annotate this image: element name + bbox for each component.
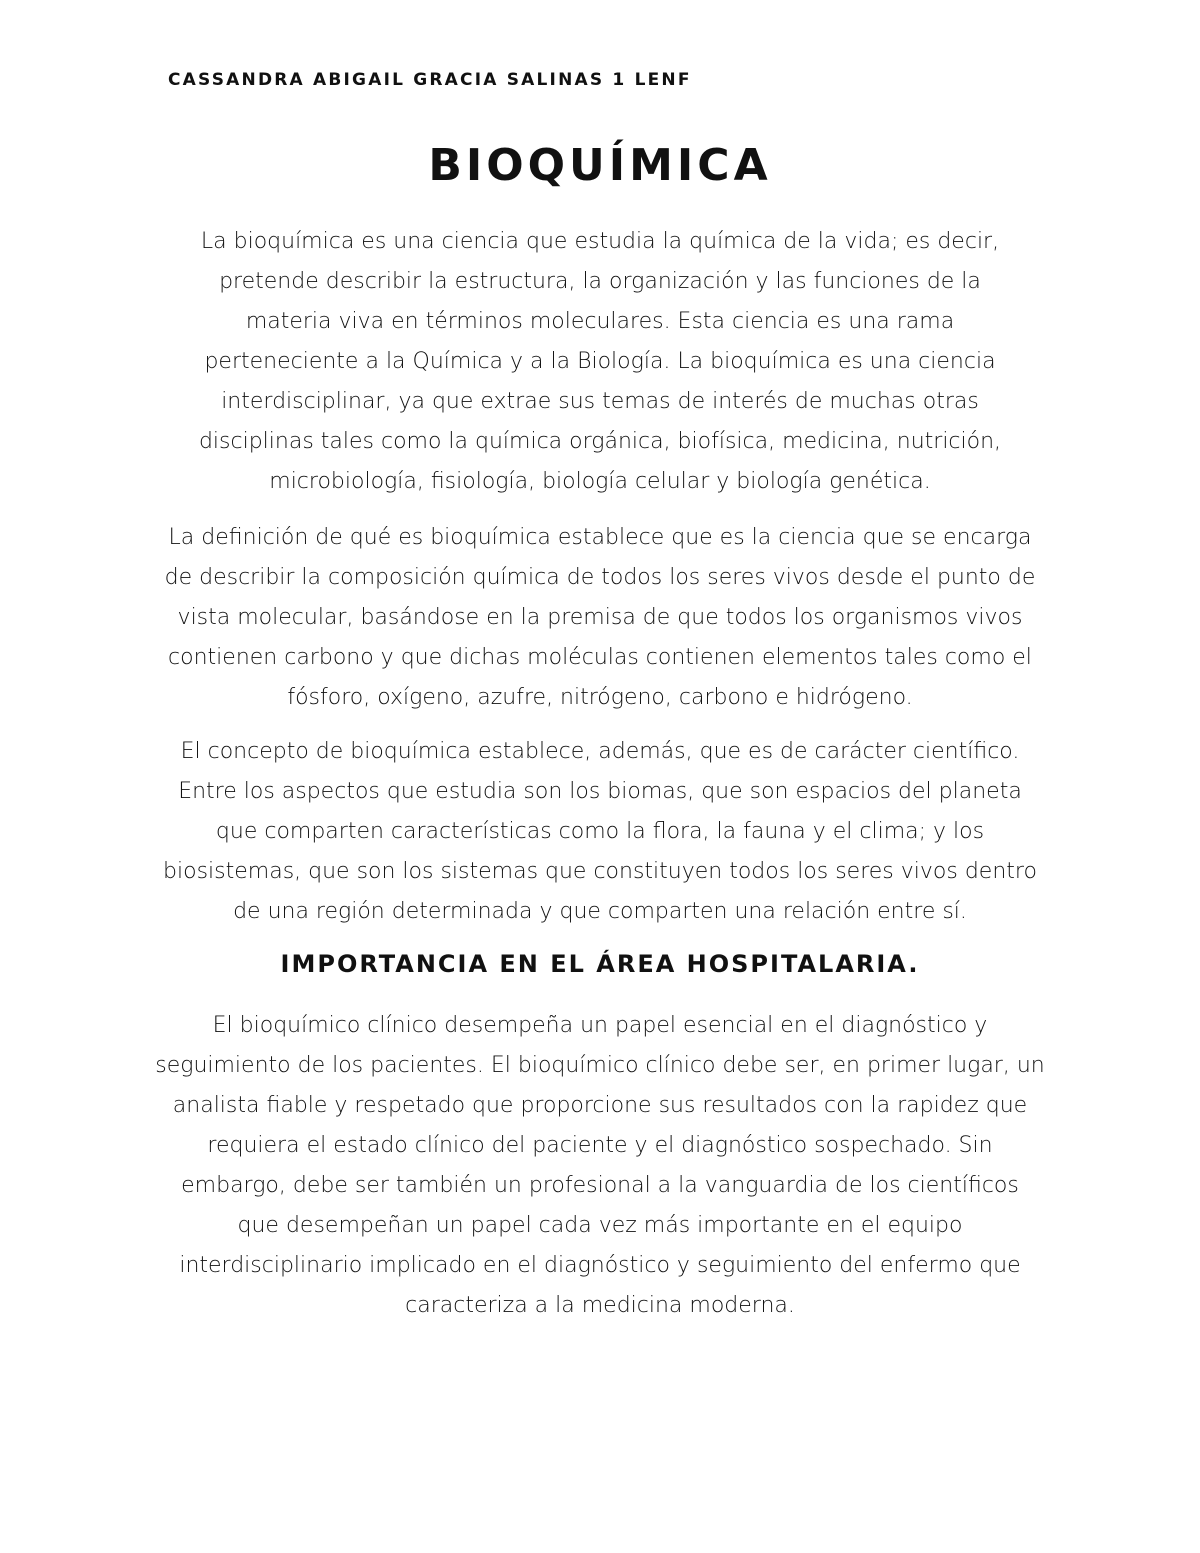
paragraph-line: pretende describir la estructura, la organización y las funciones de la xyxy=(219,269,981,294)
paragraph-line: perteneciente a la Química y a la Biología. La bioquímica es una ciencia xyxy=(204,349,996,374)
paragraph-line: fósforo, oxígeno, azufre, nitrógeno, carbono e hidrógeno. xyxy=(287,685,913,710)
paragraph-line: El bioquímico clínico desempeña un papel esencial en el diagnóstico y xyxy=(212,1013,988,1038)
paragraph-line: caracteriza a la medicina moderna. xyxy=(405,1293,795,1318)
paragraph-hospital xyxy=(150,1006,1050,1326)
paragraph-line: de describir la composición química de todos los seres vivos desde el punto de xyxy=(164,565,1036,590)
paragraph-line: disciplinas tales como la química orgánica, biofísica, medicina, nutrición, xyxy=(198,429,1002,454)
document-title: BIOQUÍMICA xyxy=(428,140,772,191)
paragraph-line: que comparten características como la flora, la fauna y el clima; y los xyxy=(215,819,985,844)
paragraph-line: requiera el estado clínico del paciente y el diagnóstico sospechado. Sin xyxy=(207,1133,993,1158)
paragraph-line: materia viva en términos moleculares. Esta ciencia es una rama xyxy=(245,309,955,334)
paragraph-line: que desempeñan un papel cada vez más importante en el equipo xyxy=(237,1213,963,1238)
paragraph-line: embargo, debe ser también un profesional a la vanguardia de los científicos xyxy=(181,1173,1019,1198)
paragraph-line: contienen carbono y que dichas moléculas contienen elementos tales como el xyxy=(168,645,1032,670)
paragraph-line: El concepto de bioquímica establece, además, que es de carácter científico. xyxy=(180,739,1020,764)
paragraph-line: interdisciplinar, ya que extrae sus temas de interés de muchas otras xyxy=(221,389,979,414)
author-line: CASSANDRA ABIGAIL GRACIA SALINAS 1 LENF xyxy=(168,70,692,90)
paragraph-line: La bioquímica es una ciencia que estudia la química de la vida; es decir, xyxy=(200,229,1000,254)
paragraph-line: microbiología, fisiología, biología celular y biología genética. xyxy=(269,469,931,494)
paragraph-line: Entre los aspectos que estudia son los biomas, que son espacios del planeta xyxy=(178,779,1022,804)
paragraph-line: vista molecular, basándose en la premisa de que todos los organismos vivos xyxy=(177,605,1023,630)
paragraph-line: de una región determinada y que comparten una relación entre sí. xyxy=(233,899,967,924)
paragraph-line: biosistemas, que son los sistemas que constituyen todos los seres vivos dentro xyxy=(163,859,1037,884)
paragraph-line: seguimiento de los pacientes. El bioquímico clínico debe ser, en primer lugar, un xyxy=(155,1053,1045,1078)
paragraph-line: analista fiable y respetado que proporcione sus resultados con la rapidez que xyxy=(172,1093,1028,1118)
paragraph-definition xyxy=(150,518,1050,718)
paragraph-line: La definición de qué es bioquímica establece que es la ciencia que se encarga xyxy=(168,525,1032,550)
paragraph-concept xyxy=(150,732,1050,932)
paragraph-intro xyxy=(150,222,1050,502)
section-heading: IMPORTANCIA EN EL ÁREA HOSPITALARIA. xyxy=(280,950,920,978)
paragraph-line: interdisciplinario implicado en el diagnóstico y seguimiento del enfermo que xyxy=(179,1253,1021,1278)
